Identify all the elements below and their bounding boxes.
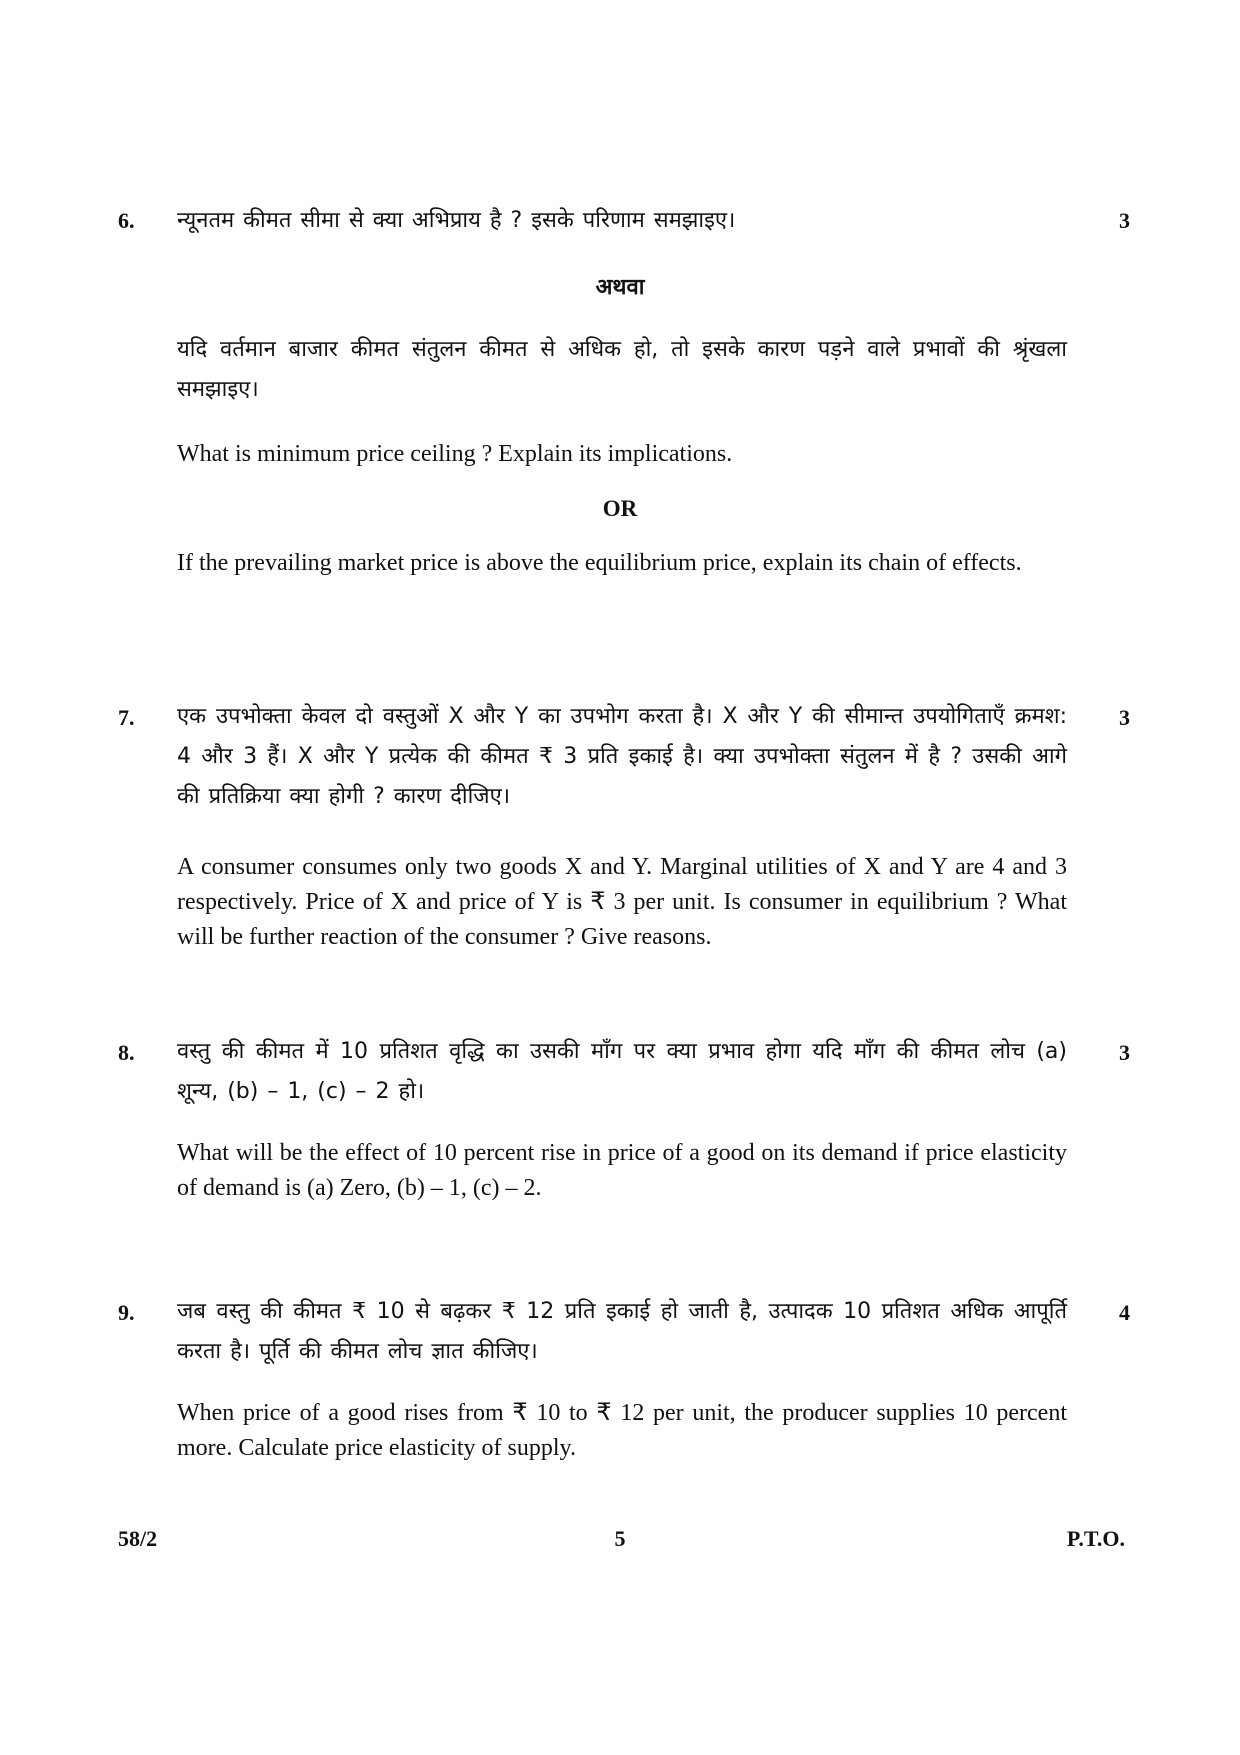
paper-code: 58/2 (118, 1526, 158, 1551)
question-text-english: A consumer consumes only two goods X and Y. Marginal utilities of X and Y are 4 and 3 respectively. Price of X and price of Y is ₹ 3 per unit. Is consumer in equilibrium ? What will be further reaction of the consumer ? Give reasons. (177, 854, 1067, 950)
question-text-hindi: जब वस्तु की कीमत ₹ 10 से बढ़कर ₹ 12 प्रति इकाई हो जाती है, उत्पादक 10 प्रतिशत अधिक आपूर्ति करता है। पूर्ति की कीमत लोच ज्ञात कीजिए। (177, 1299, 1067, 1364)
question-marks: 4 (1119, 1300, 1130, 1325)
question-text-hindi: एक उपभोक्ता केवल दो वस्तुओं X और Y का उपभोग करता है। X और Y की सीमान्त उपयोगिताएँ क्रमश: 4 और 3 हैं। X और Y प्रत्येक की कीमत ₹ 3 प्रति इकाई है। क्या उपभोक्ता संतुलन में है ? उसकी आगे की प्रतिक्रिया क्या होगी ? कारण दीजिए। (177, 704, 1067, 809)
question-marks: 3 (1119, 1040, 1130, 1065)
question-text-english: What is minimum price ceiling ? Explain its implications. (177, 441, 733, 467)
question-number: 7. (118, 705, 135, 730)
question-text-english: What will be the effect of 10 percent rise in price of a good on its demand if price elasticity of demand is (a) Zero, (b) – 1, (c) – 2. (177, 1140, 1067, 1201)
question-text-english: When price of a good rises from ₹ 10 to ₹ 12 per unit, the producer supplies 10 percent more. Calculate price elasticity of supply. (177, 1400, 1067, 1461)
question-marks: 3 (1119, 705, 1130, 730)
question-number: 9. (118, 1300, 135, 1325)
question-marks: 3 (1119, 208, 1130, 233)
question-number: 8. (118, 1040, 135, 1065)
question-number: 6. (118, 208, 135, 233)
question-text-hindi: न्यूनतम कीमत सीमा से क्या अभिप्राय है ? इसके परिणाम समझाइए। (177, 208, 736, 233)
question-text-hindi: वस्तु की कीमत में 10 प्रतिशत वृद्धि का उसकी माँग पर क्या प्रभाव होगा यदि माँग की कीमत लोच (a) शून्य, (b) – 1, (c) – 2 हो। (177, 1039, 1067, 1104)
or-separator-english: OR (602, 496, 638, 521)
question-alt-text-english: If the prevailing market price is above the equilibrium price, explain its chain of effects. (177, 550, 1022, 576)
or-separator-hindi: अथवा (595, 275, 645, 300)
question-alt-text-hindi: यदि वर्तमान बाजार कीमत संतुलन कीमत से अधिक हो, तो इसके कारण पड़ने वाले प्रभावों की श्रृंखला समझाइए। (177, 337, 1067, 402)
page-number: 5 (614, 1526, 626, 1551)
please-turn-over: P.T.O. (1066, 1526, 1125, 1551)
